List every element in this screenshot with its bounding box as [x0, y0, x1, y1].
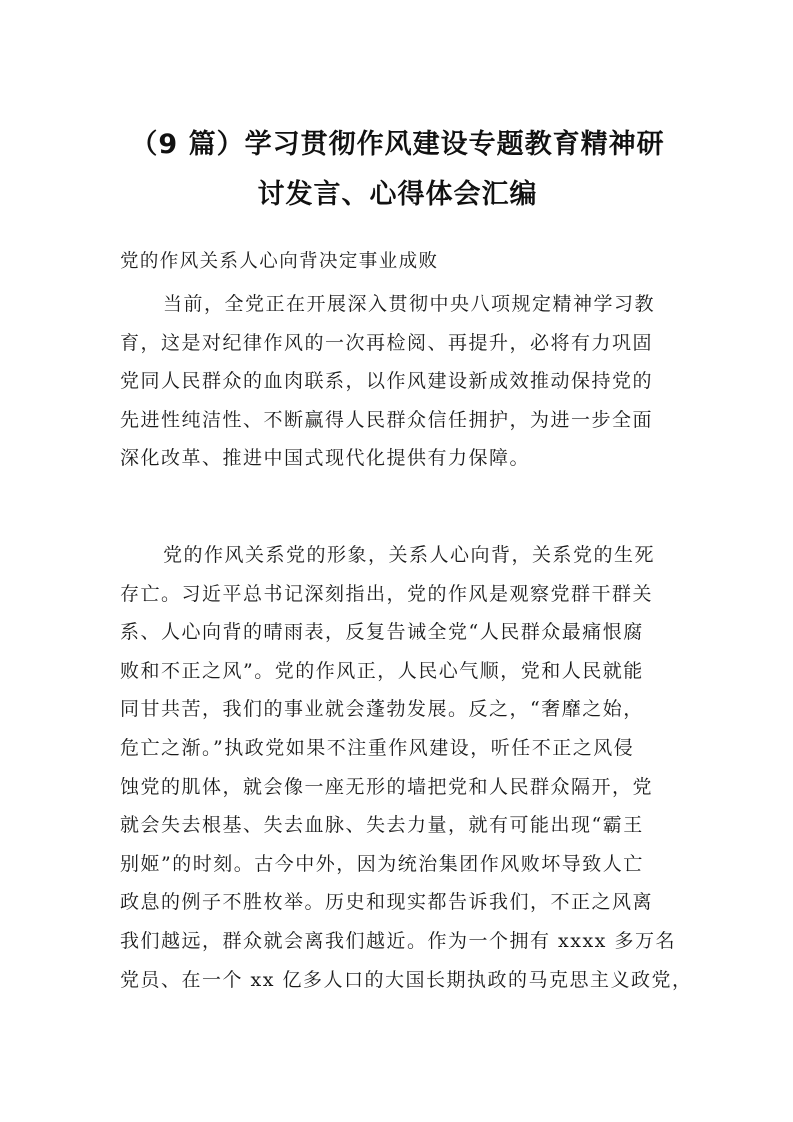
paragraph-line: 败和不正之风”。党的作风正，人民心气顺，党和人民就能 [120, 659, 644, 682]
paragraph-line: 就会失去根基、失去血脉、失去力量，就有可能出现“霸王 [120, 814, 644, 837]
paragraph-line: 党同人民群众的血肉联系，以作风建设新成效推动保持党的 [120, 370, 654, 393]
paragraph-line: 深化改革、推进中国式现代化提供有力保障。 [120, 447, 531, 470]
document-title [110, 120, 685, 220]
paragraph-line: 政息的例子不胜枚举。历史和现实都告诉我们，不正之风离 [120, 891, 654, 914]
paragraph-line: 育，这是对纪律作风的一次再检阅、再提升，必将有力巩固 [120, 331, 654, 354]
title-line-2: 讨发言、心得体会汇编 [257, 179, 538, 210]
paragraph-line: 系、人心向背的晴雨表，反复告诫全党“人民群众最痛恨腐 [120, 621, 644, 644]
paragraph-line: 我们越远，群众就会离我们越近。作为一个拥有 xxxx 多万名 [120, 929, 676, 952]
paragraph-1 [120, 285, 680, 478]
paragraph-line: 同甘共苦，我们的事业就会蓬勃发展。反之，“奢靡之始， [120, 698, 644, 721]
paragraph-2 [120, 536, 693, 999]
paragraph-line: 别姬”的时刻。古今中外，因为统治集团作风败坏导致人亡 [120, 852, 644, 875]
title-line-1: （9 篇）学习贯彻作风建设专题教育精神研 [130, 129, 665, 160]
paragraph-line: 先进性纯洁性、不断赢得人民群众信任拥护，为进一步全面 [120, 408, 654, 431]
paragraph-line: 当前，全党正在开展深入贯彻中央八项规定精神学习教 [163, 293, 656, 315]
paragraph-line: 蚀党的肌体，就会像一座无形的墙把党和人民群众隔开，党 [120, 775, 654, 798]
section-subheading: 党的作风关系人心向背决定事业成败 [120, 251, 439, 272]
paragraph-line: 党的作风关系党的形象，关系人心向背，关系党的生死 [163, 544, 656, 566]
paragraph-line: 存亡。习近平总书记深刻指出，党的作风是观察党群干群关 [120, 582, 654, 605]
paragraph-line: 危亡之渐。”执政党如果不注重作风建设，听任不正之风侵 [120, 736, 635, 759]
paragraph-line: 党员、在一个 xx 亿多人口的大国长期执政的马克思主义政党， [120, 968, 693, 991]
